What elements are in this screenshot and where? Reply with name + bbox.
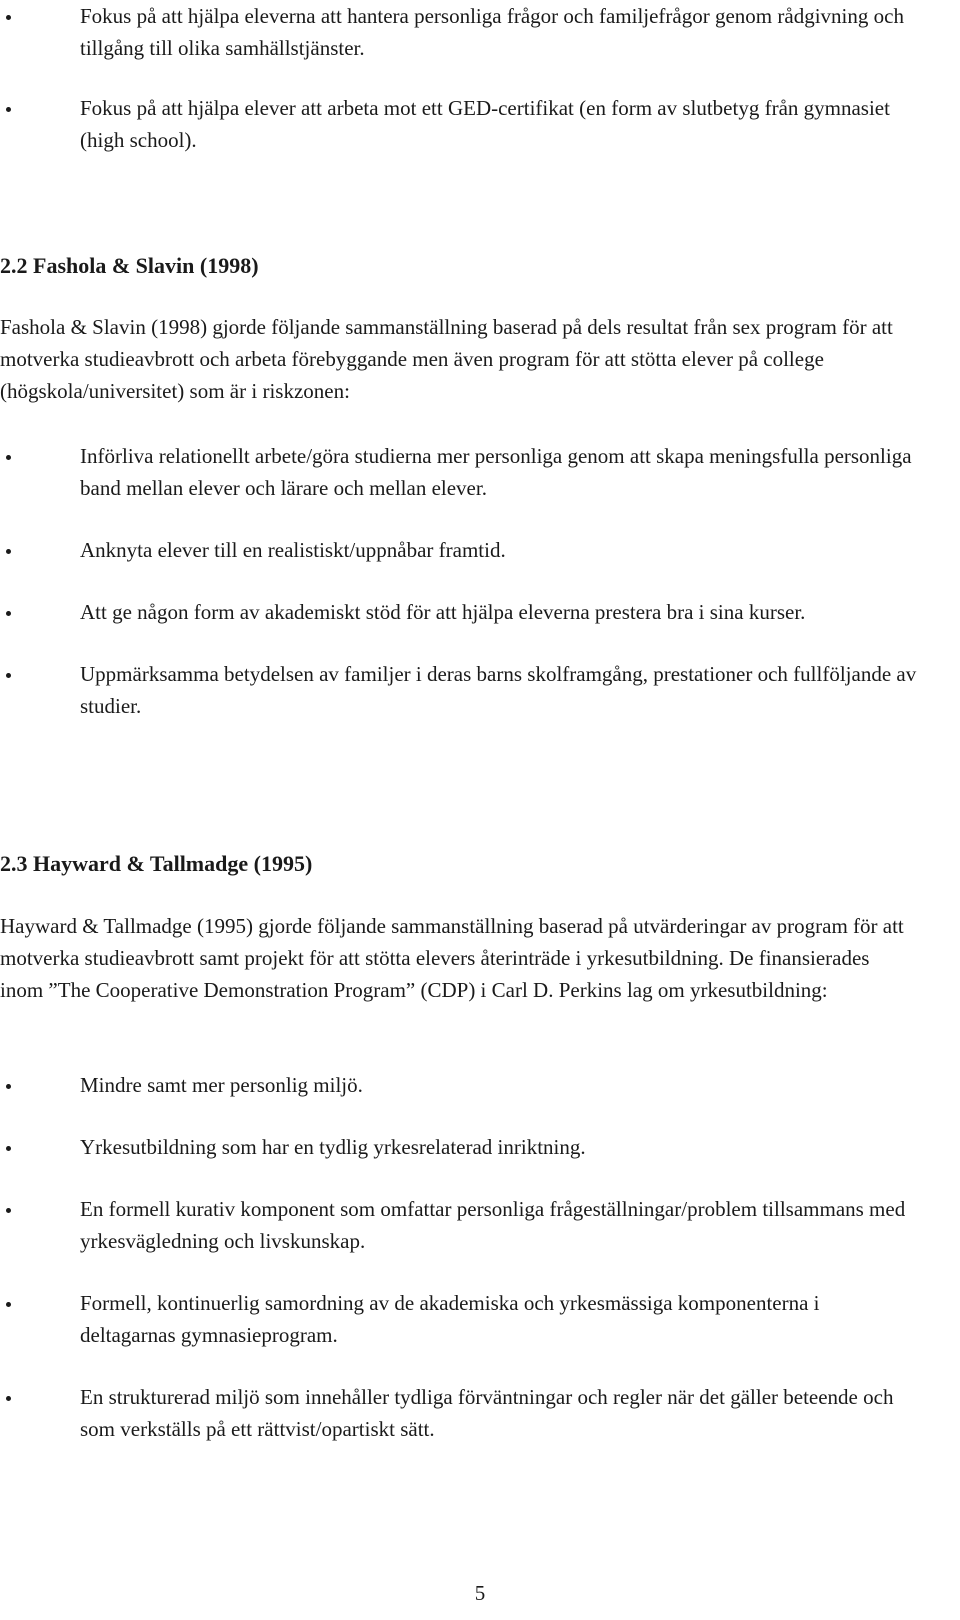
list-item: En strukturerad miljö som innehåller tydliga förväntningar och regler när det gäller beteende och som verkställs på ett rättvist/opartiskt sätt.: [0, 1381, 960, 1445]
section-heading-2-2: 2.2 Fashola & Slavin (1998): [0, 253, 259, 278]
list-item: Att ge någon form av akademiskt stöd för att hjälpa eleverna prestera bra i sina kurser.: [0, 596, 960, 628]
list-item: Anknyta elever till en realistiskt/uppnåbar framtid.: [0, 534, 960, 566]
section-paragraph-2-2: Fashola & Slavin (1998) gjorde följande sammanställning baserad på dels resultat från sex program för att motverka studieavbrott och arbeta förebyggande men även program för att stötta elever på college (högskola/universitet) som är i riskzonen:: [0, 315, 893, 403]
page-number: 5: [474, 1581, 486, 1605]
list-item: Formell, kontinuerlig samordning av de akademiska och yrkesmässiga komponenterna i deltagarnas gymnasieprogram.: [0, 1287, 960, 1351]
list-item: Fokus på att hjälpa eleverna att hantera personliga frågor och familjefrågor genom rådgivning och tillgång till olika samhällstjänster.: [0, 0, 960, 64]
section-2-3-bullet-list: [0, 1069, 960, 1445]
list-item: Uppmärksamma betydelsen av familjer i deras barns skolframgång, prestationer och fullföljande av studier.: [0, 658, 960, 722]
section-paragraph-2-3: Hayward & Tallmadge (1995) gjorde följande sammanställning baserad på utvärderingar av program för att motverka studieavbrott samt projekt för att stötta elevers återinträde i yrkesutbildning. De finansierades inom ”The Cooperative Demonstration Program” (CDP) i Carl D. Perkins lag om yrkesutbildning:: [0, 914, 904, 1002]
list-item: Mindre samt mer personlig miljö.: [0, 1069, 960, 1101]
list-item: Fokus på att hjälpa elever att arbeta mot ett GED-certifikat (en form av slutbetyg från gymnasiet (high school).: [0, 92, 960, 156]
list-item: Yrkesutbildning som har en tydlig yrkesrelaterad inriktning.: [0, 1131, 960, 1163]
section-heading-2-3: 2.3 Hayward & Tallmadge (1995): [0, 851, 313, 876]
list-item: Införliva relationellt arbete/göra studierna mer personliga genom att skapa meningsfulla personliga band mellan elever och lärare och mellan elever.: [0, 440, 960, 504]
top-bullet-list: [0, 0, 960, 156]
list-item: En formell kurativ komponent som omfattar personliga frågeställningar/problem tillsammans med yrkesvägledning och livskunskap.: [0, 1193, 960, 1257]
section-2-2-bullet-list: [0, 440, 960, 722]
